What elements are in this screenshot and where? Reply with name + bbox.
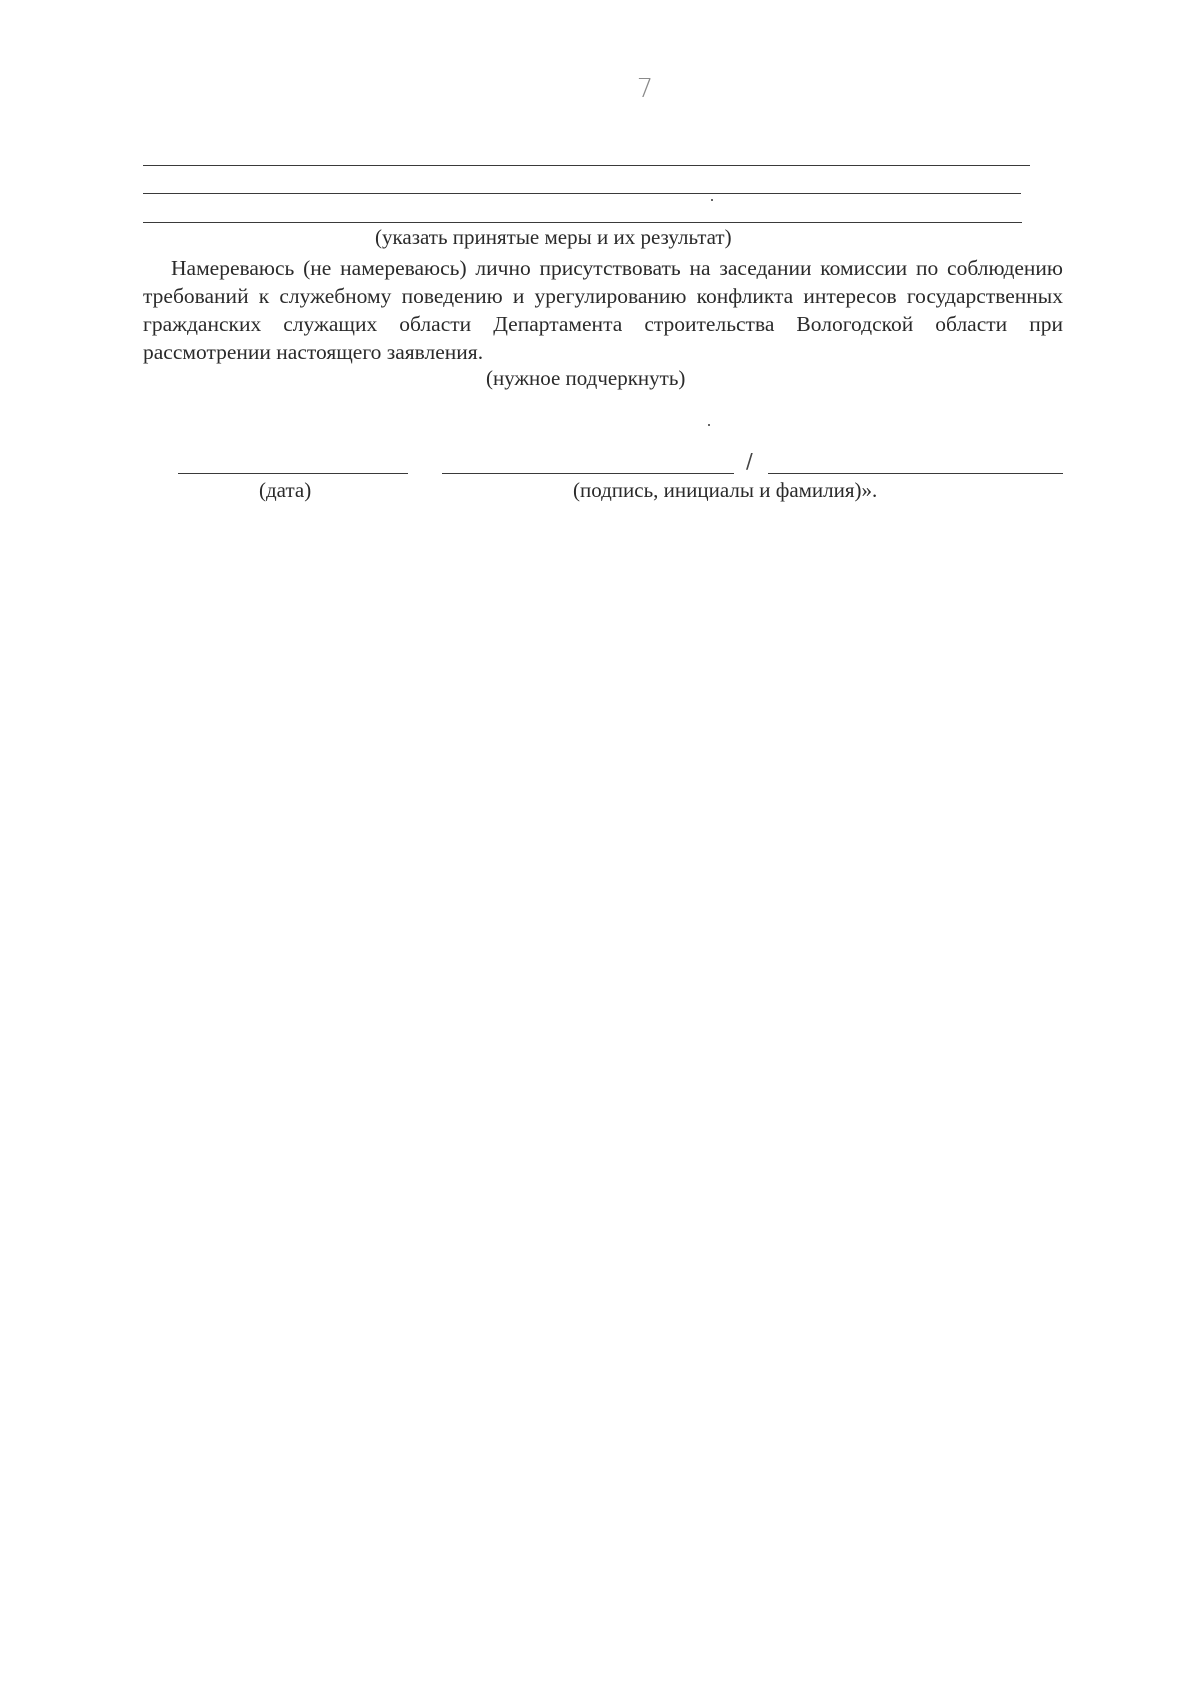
measures-line-3	[143, 222, 1022, 223]
measures-line-2	[143, 193, 1021, 194]
underline-note: (нужное подчеркнуть)	[486, 366, 686, 390]
signature-line	[442, 473, 734, 474]
signature-separator: /	[746, 449, 753, 473]
page-number: 7	[636, 74, 654, 104]
name-line	[768, 473, 1063, 474]
measures-caption: (указать принятые меры и их результат)	[375, 225, 732, 249]
date-line	[178, 473, 408, 474]
signature-caption: (подпись, инициалы и фамилия)».	[573, 478, 878, 502]
intent-paragraph: Намереваюсь (не намереваюсь) лично присутствовать на заседании комиссии по соблюдению требований к служебному поведению и урегулированию конфликта интересов государственных гражданских служащих области Департамента строительства Вологодской области при рассмотрении настоящего заявления.	[143, 256, 1063, 364]
scan-speck	[708, 424, 710, 426]
scan-speck	[711, 199, 713, 201]
date-caption: (дата)	[259, 478, 312, 502]
measures-line-1	[143, 165, 1030, 166]
